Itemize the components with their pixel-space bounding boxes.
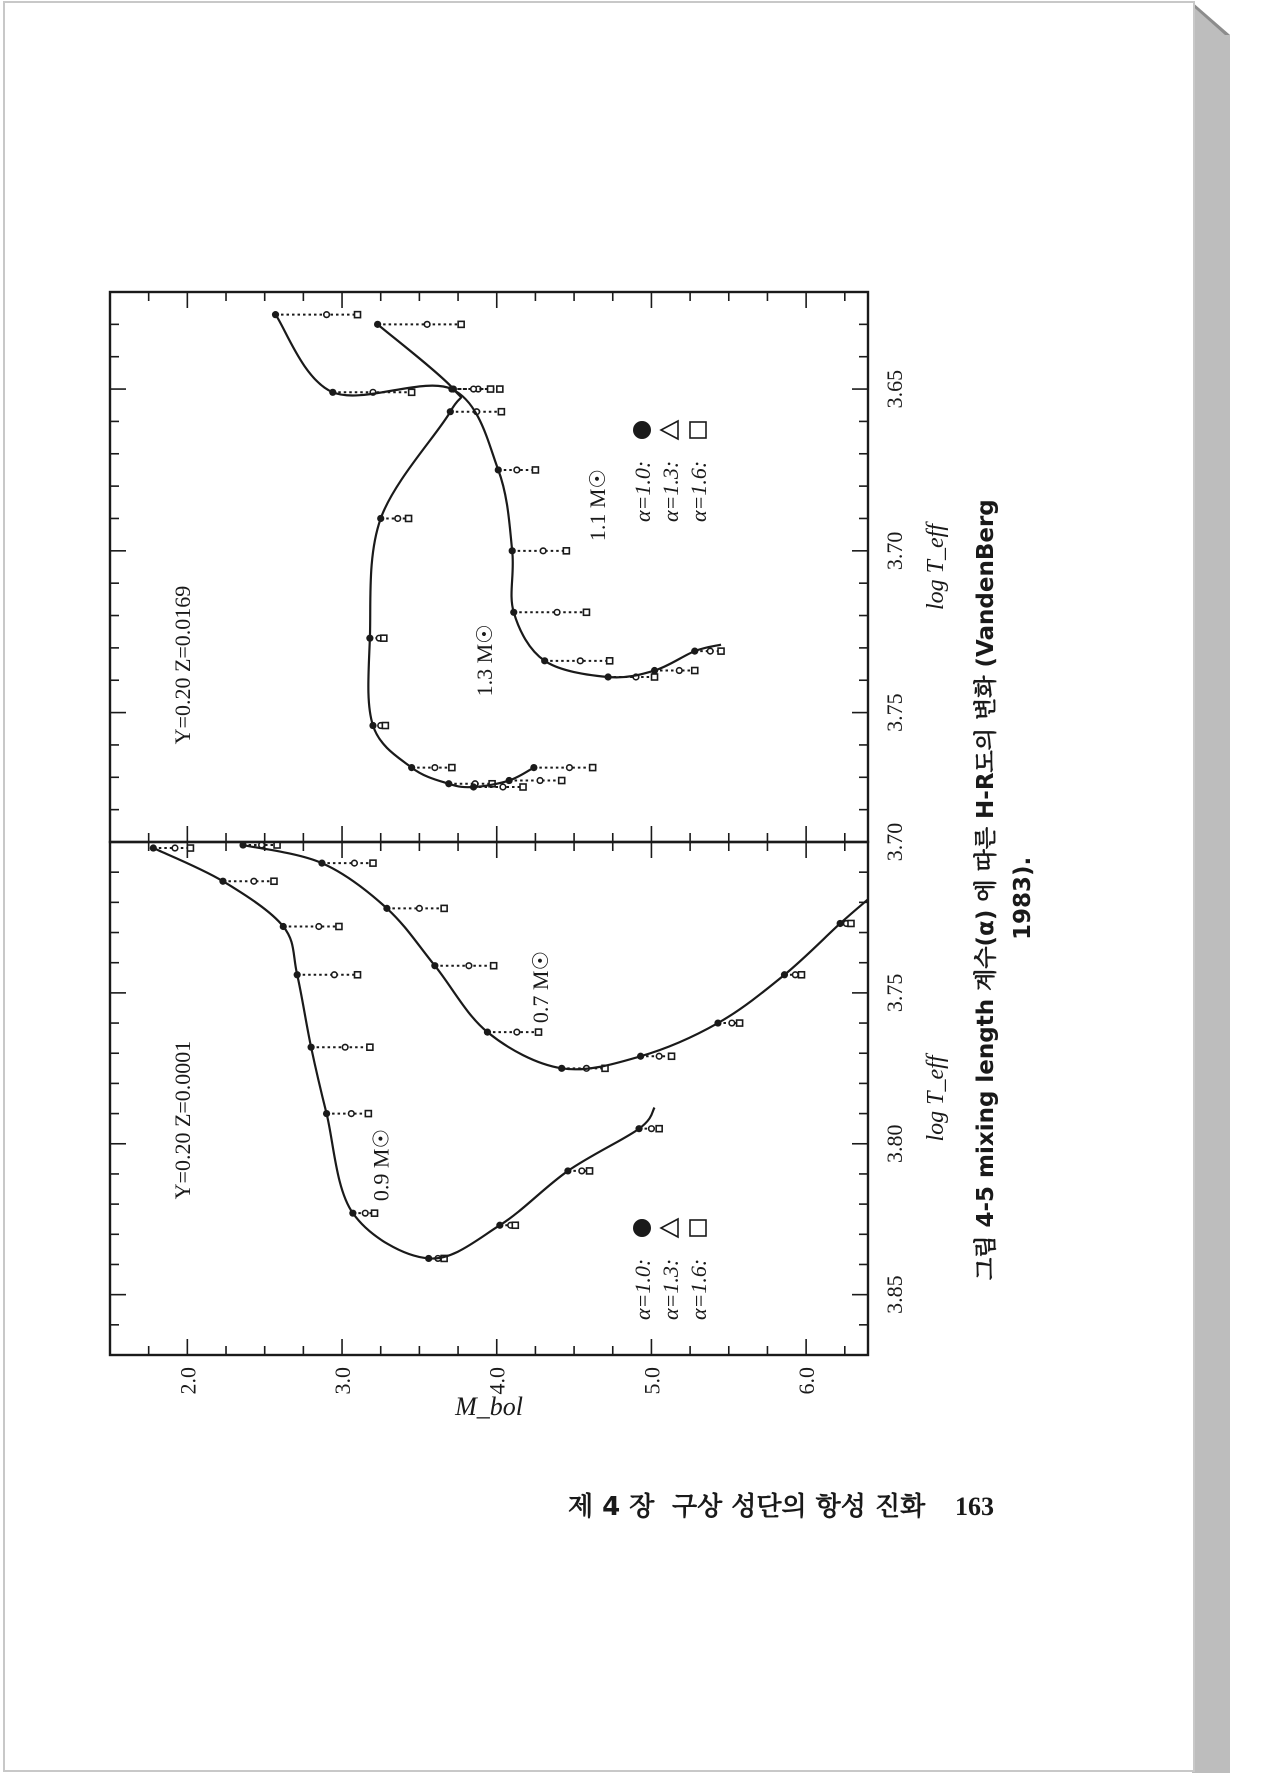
y-tick-label: 5.0 <box>639 1367 665 1395</box>
x-tick-label: 3.70 <box>882 822 907 862</box>
point-alpha-1-6 <box>512 1222 518 1228</box>
point-alpha-1-6 <box>370 860 376 866</box>
point-alpha-1-3 <box>316 924 322 930</box>
y-tick-label: 4.0 <box>484 1367 510 1395</box>
point-alpha-1-3 <box>471 386 477 392</box>
point-alpha-1-6 <box>737 1020 743 1026</box>
point-alpha-1-6 <box>587 1168 593 1174</box>
point-alpha-1-6 <box>590 765 596 771</box>
point-alpha-1-3 <box>417 906 423 912</box>
point-alpha-1-6 <box>381 635 387 641</box>
series-label: 0.7 M☉ <box>527 950 553 1024</box>
x-axis-label: log T_eff <box>923 1055 949 1142</box>
point-alpha-1-3 <box>554 609 560 615</box>
y-tick-label: 2.0 <box>175 1367 201 1395</box>
point-alpha-1-6 <box>458 321 464 327</box>
point-alpha-1-6 <box>372 1210 378 1216</box>
point-alpha-1-3 <box>707 648 713 654</box>
point-alpha-1-6 <box>532 467 538 473</box>
point-alpha-1-3 <box>424 322 430 328</box>
chart-title: Y=0.20 Z=0.0001 <box>170 1040 195 1200</box>
point-alpha-1-6 <box>652 674 658 680</box>
point-alpha-1-6 <box>382 723 388 729</box>
point-alpha-1-3 <box>514 1029 520 1035</box>
x-tick-label: 3.80 <box>882 1124 907 1164</box>
point-alpha-1-6 <box>607 658 613 664</box>
chapter-number: 제 4 장 <box>568 1492 655 1522</box>
point-alpha-1-6 <box>498 409 504 415</box>
legend-label: α=1.0: <box>630 460 655 522</box>
point-alpha-1-3 <box>579 1168 585 1174</box>
point-alpha-1-6 <box>406 515 412 521</box>
point-alpha-1-3 <box>172 845 178 851</box>
page-number: 163 <box>955 1492 994 1521</box>
point-alpha-1-6 <box>355 312 361 318</box>
point-alpha-1-3 <box>500 784 506 790</box>
point-alpha-1-6 <box>336 923 342 929</box>
point-alpha-1-3 <box>567 765 573 771</box>
legend-label: α=1.6: <box>686 460 711 522</box>
x-tick-label: 3.70 <box>882 531 907 571</box>
legend-marker-circle <box>633 421 651 439</box>
y-tick-label: 6.0 <box>794 1367 820 1395</box>
point-alpha-1-3 <box>251 878 257 884</box>
point-alpha-1-3 <box>729 1020 735 1026</box>
legend-label: α=1.0: <box>630 1258 655 1320</box>
legend-label: α=1.3: <box>658 460 683 522</box>
point-alpha-1-6 <box>692 668 698 674</box>
point-alpha-1-3 <box>649 1126 655 1132</box>
point-alpha-1-6 <box>848 920 854 926</box>
point-alpha-1-3 <box>792 972 798 978</box>
point-alpha-1-3 <box>332 972 338 978</box>
legend-marker-circle <box>633 1219 651 1237</box>
point-alpha-1-6 <box>718 648 724 654</box>
point-alpha-1-3 <box>395 516 401 522</box>
point-alpha-1-6 <box>491 963 497 969</box>
caption-line-1: 그림 4-5 mixing length 계수(α) 에 따른 H-R도의 변화 (VandenBerg <box>973 499 999 1280</box>
point-alpha-1-3 <box>349 1111 355 1117</box>
point-alpha-1-6 <box>656 1126 662 1132</box>
point-alpha-1-6 <box>365 1111 371 1117</box>
x-tick-label: 3.75 <box>882 973 907 1013</box>
point-alpha-1-3 <box>537 778 543 784</box>
point-alpha-1-6 <box>441 905 447 911</box>
point-alpha-1-6 <box>497 386 503 392</box>
point-alpha-1-3 <box>352 860 358 866</box>
point-alpha-1-3 <box>342 1044 348 1050</box>
series-label: 0.9 M☉ <box>368 1128 394 1202</box>
point-alpha-1-6 <box>449 765 455 771</box>
point-alpha-1-6 <box>536 1029 542 1035</box>
point-alpha-1-6 <box>669 1053 675 1059</box>
chapter-title: 구상 성단의 항성 진화 <box>672 1492 926 1522</box>
point-alpha-1-6 <box>355 972 361 978</box>
point-alpha-1-6 <box>583 609 589 615</box>
point-alpha-1-3 <box>577 658 583 664</box>
point-alpha-1-3 <box>466 963 472 969</box>
chart-title: Y=0.20 Z=0.0169 <box>170 585 195 745</box>
point-alpha-1-3 <box>656 1053 662 1059</box>
point-alpha-1-3 <box>362 1210 368 1216</box>
page-shadow <box>1192 2 1230 1773</box>
y-axis-label: M_bol <box>455 1392 523 1421</box>
x-axis-label: log T_eff <box>923 523 949 611</box>
point-alpha-1-3 <box>676 668 682 674</box>
point-alpha-1-6 <box>409 389 415 395</box>
x-tick-label: 3.75 <box>882 693 907 732</box>
point-alpha-1-3 <box>324 312 330 318</box>
point-alpha-1-6 <box>798 972 804 978</box>
point-alpha-1-3 <box>432 765 438 771</box>
point-alpha-1-6 <box>488 386 494 392</box>
point-alpha-1-6 <box>563 548 569 554</box>
point-alpha-1-3 <box>514 467 520 473</box>
x-tick-label: 3.65 <box>882 369 907 409</box>
x-tick-label: 3.85 <box>882 1275 907 1314</box>
legend-label: α=1.6: <box>686 1258 711 1320</box>
legend-label: α=1.3: <box>658 1258 683 1320</box>
y-tick-label: 3.0 <box>330 1367 356 1395</box>
point-alpha-1-3 <box>540 548 546 554</box>
series-label: 1.1 M☉ <box>585 468 611 542</box>
point-alpha-1-6 <box>367 1044 373 1050</box>
series-label: 1.3 M☉ <box>472 624 498 697</box>
point-alpha-1-6 <box>187 845 193 851</box>
point-alpha-1-6 <box>520 784 526 790</box>
point-alpha-1-6 <box>271 878 277 884</box>
caption-line-2: 1983). <box>1010 856 1036 940</box>
point-alpha-1-6 <box>559 778 565 784</box>
